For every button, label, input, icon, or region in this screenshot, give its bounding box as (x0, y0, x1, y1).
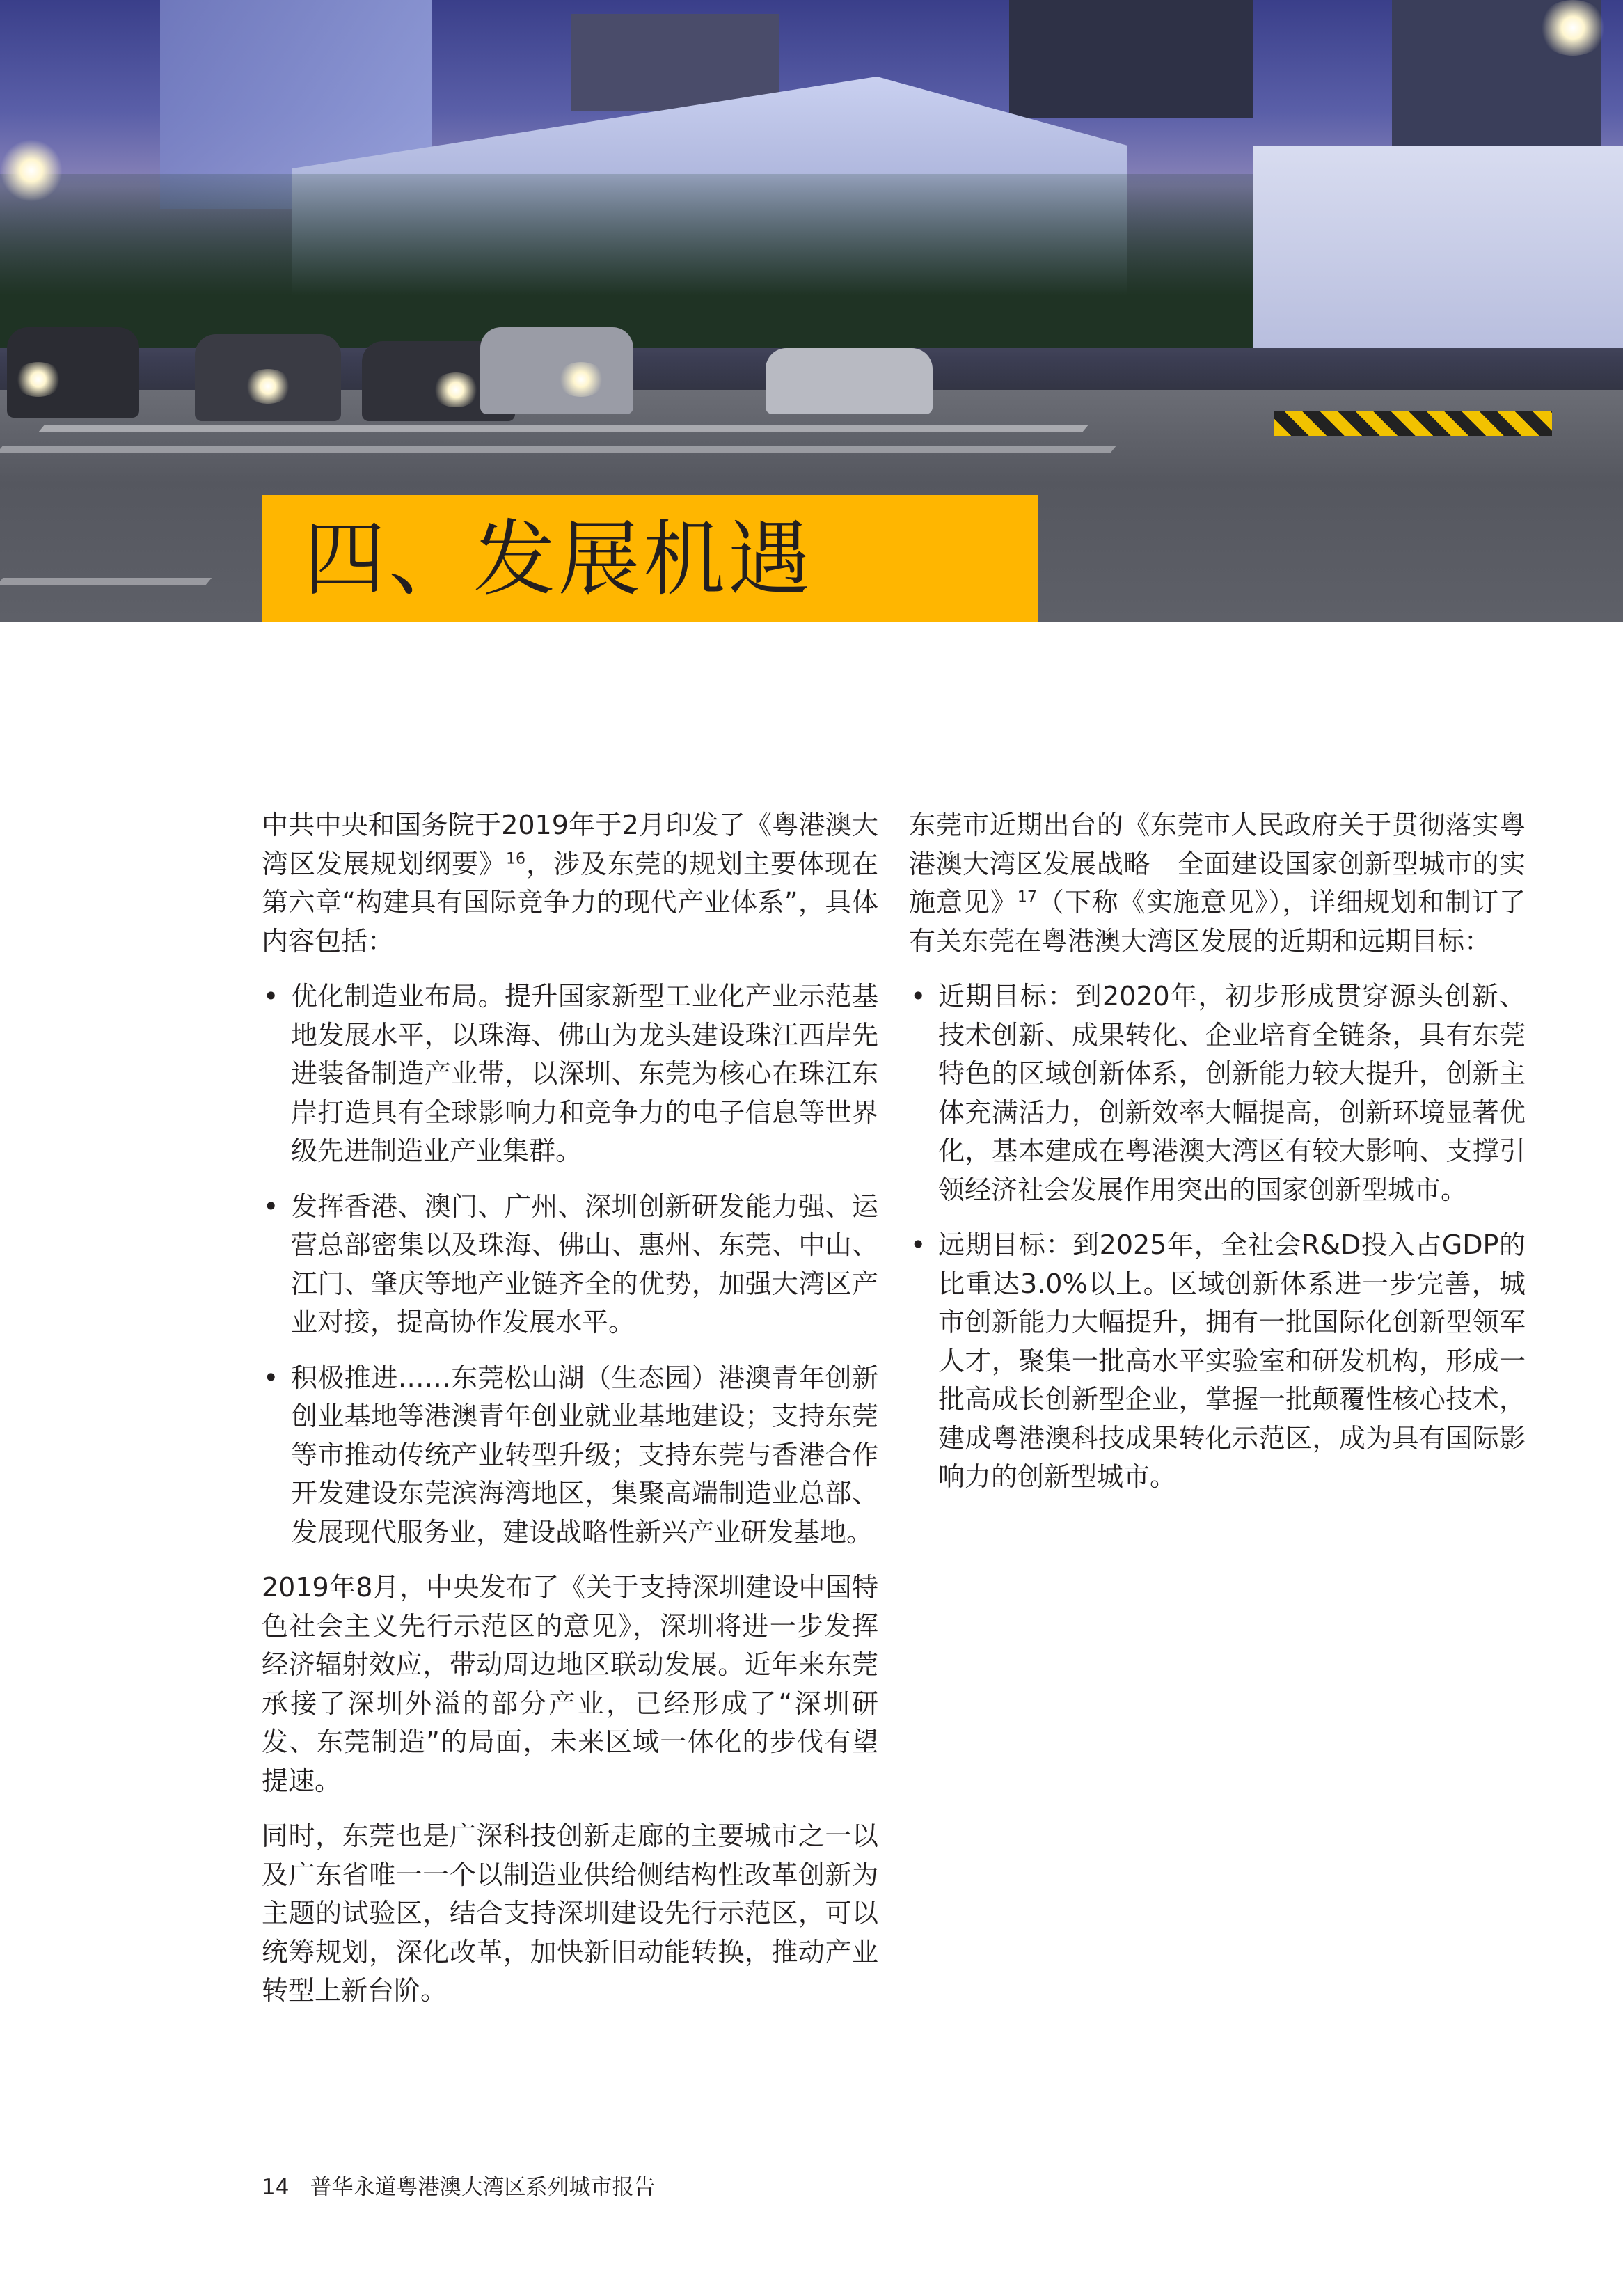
intro-text-cont: （下称《实施意见》），详细规划和制订了有关东莞在粤港澳大湾区发展的近期和远期目标： (909, 887, 1526, 957)
list-item-text: 远期目标：到2025年，全社会R&D投入占GDP的比重达3.0%以上。区域创新体系进一步完善，城市创新能力大幅提升，拥有一批国际化创新型领军人才，聚集一批高水平实验室和研发机构，形成一批高成长创新型企业，掌握一批颠覆性核心技术，建成粤港澳科技成果转化示范区，成为具有国际影响力的创新型城市。 (938, 1229, 1526, 1492)
left-column (262, 806, 878, 2027)
footnote-ref: 16 (506, 849, 525, 867)
list-item (909, 977, 1526, 1209)
intro-text-cont: ，涉及东莞的规划主要体现在第六章“构建具有国际竞争力的现代产业体系”，具体内容包括： (262, 848, 878, 957)
footnote-ref: 17 (1017, 888, 1037, 906)
plan-bullet-list (262, 977, 878, 1552)
section-title-banner (262, 495, 1038, 622)
intro-text: 中共中央和国务院于2019年于2月印发了《粤港澳大湾区发展规划纲要》 (262, 810, 878, 879)
list-item-text: 积极推进……东莞松山湖（生态园）港澳青年创新创业基地等港澳青年创业就业基地建设；支持东莞等市推动传统产业转型升级；支持东莞与香港合作开发建设东莞滨海湾地区，集聚高端制造业总部、发展现代服务业，建设战略性新兴产业研发基地。 (291, 1362, 878, 1548)
section-title: 四、发展机遇 (303, 511, 814, 607)
list-item-text: 优化制造业布局。提升国家新型工业化产业示范基地发展水平，以珠海、佛山为龙头建设珠江西岸先进装备制造产业带，以深圳、东莞为核心在珠江东岸打造具有全球影响力和竞争力的电子信息等世界级先进制造业产业集群。 (291, 981, 878, 1166)
list-item (909, 1226, 1526, 1497)
list-item-text: 发挥香港、澳门、广州、深圳创新研发能力强、运营总部密集以及珠海、佛山、惠州、东莞、中山、江门、肇庆等地产业链齐全的优势，加强大湾区产业对接，提高协作发展水平。 (291, 1190, 878, 1337)
bullet-icon: • (263, 1190, 279, 1222)
intro-text: 东莞市近期出台的《东莞市人民政府关于贯彻落实粤港澳大湾区发展战略 全面建设国家创新型城市的实施意见》 (909, 810, 1526, 918)
bullet-icon: • (910, 1229, 926, 1260)
bullet-icon: • (910, 981, 926, 1012)
right-column (909, 806, 1526, 1513)
intro-paragraph (909, 806, 1526, 961)
publication-title: 普华永道粤港澳大湾区系列城市报告 (310, 2175, 656, 2200)
paragraph-innovation-corridor: 同时，东莞也是广深科技创新走廊的主要城市之一以及广东省唯一一个以制造业供给侧结构性改革创新为主题的试验区，结合支持深圳建设先行示范区，可以统筹规划，深化改革，加快新旧动能转换，推动产业转型上新台阶。 (262, 1821, 878, 2006)
paragraph-shenzhen: 2019年8月，中央发布了《关于支持深圳建设中国特色社会主义先行示范区的意见》，深圳将进一步发挥经济辐射效应，带动周边地区联动发展。近年来东莞承接了深圳外溢的部分产业，已经形成了“深圳研发、东莞制造”的局面，未来区域一体化的步伐有望提速。 (262, 1572, 878, 1796)
list-item (262, 1188, 878, 1342)
goals-bullet-list (909, 977, 1526, 1497)
page-footer (262, 2173, 655, 2201)
list-item (262, 1359, 878, 1552)
intro-paragraph (262, 806, 878, 961)
bullet-icon: • (263, 981, 279, 1012)
page-number: 14 (262, 2175, 290, 2200)
list-item (262, 977, 878, 1171)
bullet-icon: • (263, 1362, 279, 1393)
list-item-text: 近期目标：到2020年，初步形成贯穿源头创新、技术创新、成果转化、企业培育全链条，具有东莞特色的区域创新体系，创新能力较大提升，创新主体充满活力，创新效率大幅提高，创新环境显著优化，基本建成在粤港澳大湾区有较大影响、支撑引领经济社会发展作用突出的国家创新型城市。 (938, 981, 1526, 1205)
